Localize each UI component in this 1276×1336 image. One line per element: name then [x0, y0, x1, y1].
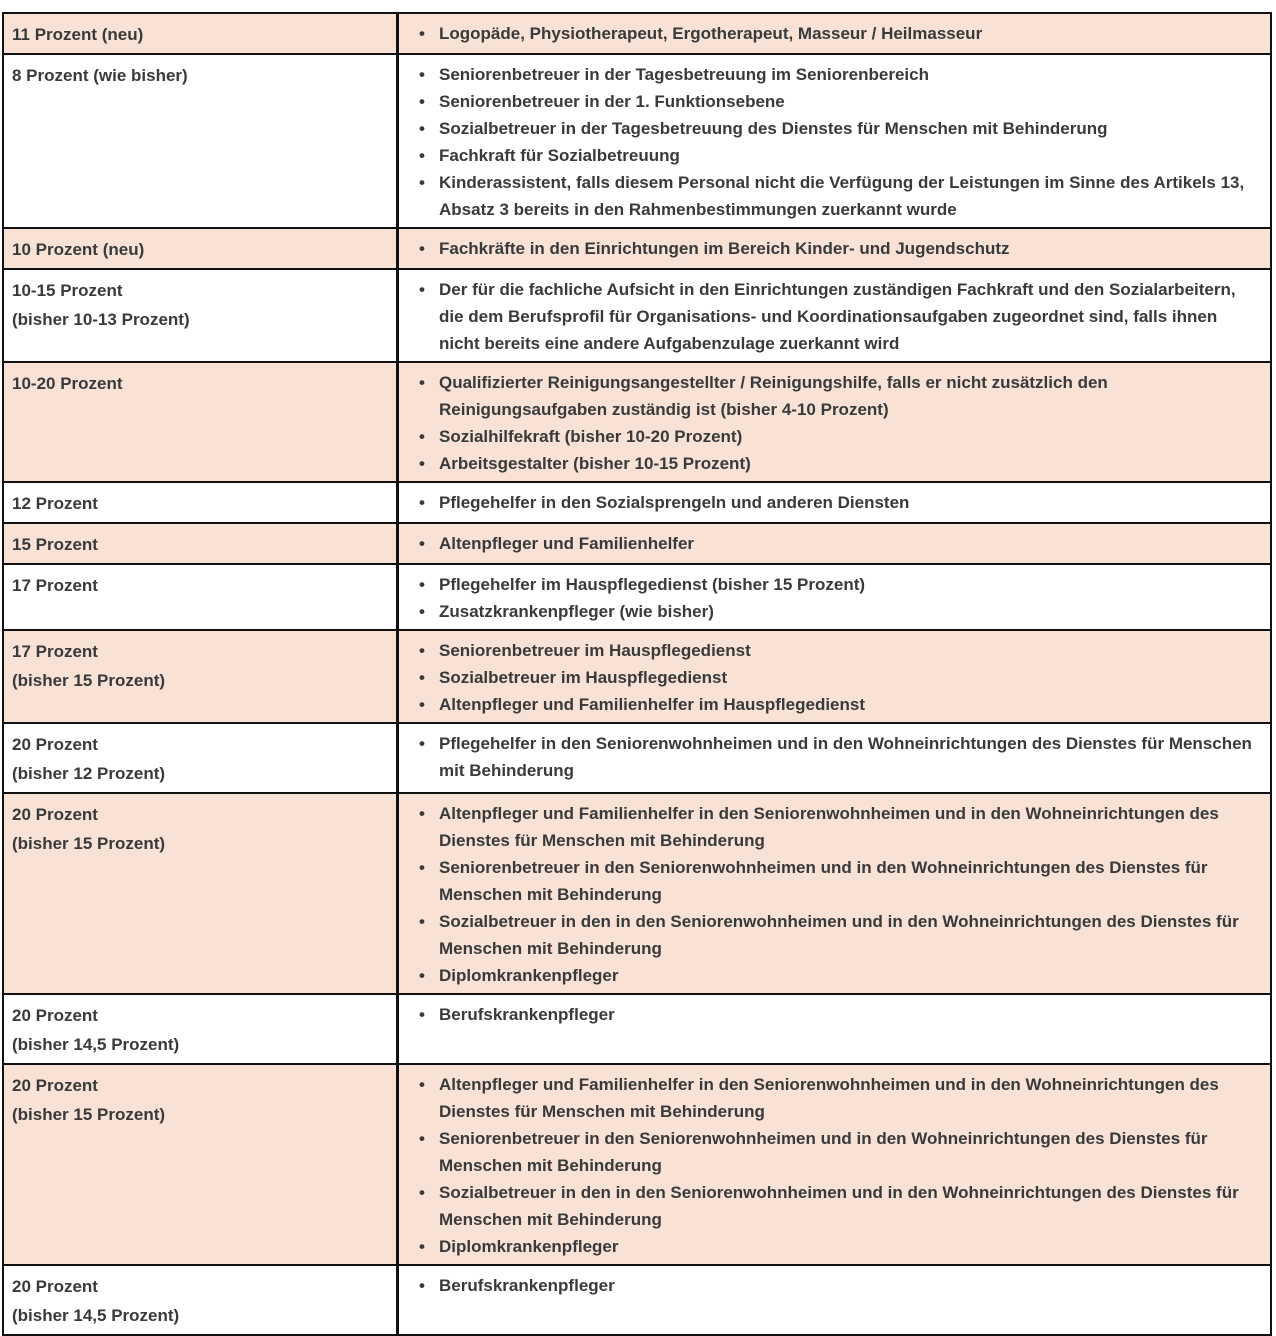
- roles-cell: [399, 565, 1270, 629]
- percentage-cell: 20 Prozent (bisher 15 Prozent): [4, 1065, 399, 1264]
- roles-cell: [399, 995, 1270, 1063]
- list-item: • Sozialhilfekraft (bisher 10-20 Prozent): [409, 423, 1260, 450]
- list-item: • Sozialbetreuer in der Tagesbetreuung des Dienstes für Menschen mit Behinderung: [409, 115, 1260, 142]
- roles-list: [409, 1071, 1260, 1260]
- list-item: • Arbeitsgestalter (bisher 10-15 Prozent): [409, 450, 1260, 477]
- roles-cell: [399, 229, 1270, 268]
- percentage-cell: 20 Prozent (bisher 14,5 Prozent): [4, 995, 399, 1063]
- list-item: • Berufskrankenpfleger: [409, 1272, 1260, 1299]
- roles-cell: [399, 794, 1270, 993]
- list-item: • Zusatzkrankenpfleger (wie bisher): [409, 598, 1260, 625]
- percentage-cell: 17 Prozent: [4, 565, 399, 629]
- table-row: [4, 794, 1270, 995]
- percentage-cell: 10-20 Prozent: [4, 363, 399, 481]
- percentage-cell: 10-15 Prozent (bisher 10-13 Prozent): [4, 270, 399, 361]
- table-row: [4, 363, 1270, 483]
- list-item: • Diplomkrankenpfleger: [409, 1233, 1260, 1260]
- list-item: • Pflegehelfer in den Seniorenwohnheimen und in den Wohneinrichtungen des Dienstes für Menschen mit Behinderung: [409, 730, 1260, 784]
- list-item: • Der für die fachliche Aufsicht in den Einrichtungen zuständigen Fachkraft und den Sozialarbeitern, die dem Berufsprofil für Organisations- und Koordinationsaufgaben zugeordnet sind, falls ihnen nicht bereits eine andere Aufgabenzulage zuerkannt wird: [409, 276, 1260, 357]
- list-item: • Seniorenbetreuer in den Seniorenwohnheimen und in den Wohneinrichtungen des Dienstes für Menschen mit Behinderung: [409, 854, 1260, 908]
- table-row: [4, 524, 1270, 565]
- table-row: [4, 483, 1270, 524]
- percentage-cell: 12 Prozent: [4, 483, 399, 522]
- table-row: [4, 1266, 1270, 1334]
- roles-cell: [399, 1266, 1270, 1334]
- roles-list: [409, 20, 1260, 47]
- roles-list: [409, 571, 1260, 625]
- percentage-cell: 11 Prozent (neu): [4, 14, 399, 53]
- table-row: [4, 1065, 1270, 1266]
- percentage-cell: 15 Prozent: [4, 524, 399, 563]
- list-item: • Logopäde, Physiotherapeut, Ergotherapeut, Masseur / Heilmasseur: [409, 20, 1260, 47]
- list-item: • Fachkraft für Sozialbetreuung: [409, 142, 1260, 169]
- allowance-table: [2, 12, 1272, 1336]
- list-item: • Diplomkrankenpfleger: [409, 962, 1260, 989]
- list-item: • Seniorenbetreuer in der 1. Funktionsebene: [409, 88, 1260, 115]
- roles-list: [409, 61, 1260, 223]
- list-item: • Altenpfleger und Familienhelfer in den Seniorenwohnheimen und in den Wohneinrichtungen des Dienstes für Menschen mit Behinderung: [409, 1071, 1260, 1125]
- table-row: [4, 270, 1270, 363]
- list-item: • Altenpfleger und Familienhelfer in den Seniorenwohnheimen und in den Wohneinrichtungen des Dienstes für Menschen mit Behinderung: [409, 800, 1260, 854]
- roles-list: [409, 800, 1260, 989]
- roles-cell: [399, 631, 1270, 722]
- roles-cell: [399, 724, 1270, 792]
- table-row: [4, 14, 1270, 55]
- list-item: • Seniorenbetreuer in der Tagesbetreuung im Seniorenbereich: [409, 61, 1260, 88]
- roles-cell: [399, 55, 1270, 227]
- list-item: • Berufskrankenpfleger: [409, 1001, 1260, 1028]
- roles-cell: [399, 483, 1270, 522]
- percentage-cell: 20 Prozent (bisher 12 Prozent): [4, 724, 399, 792]
- roles-list: [409, 489, 1260, 516]
- roles-list: [409, 530, 1260, 557]
- roles-cell: [399, 270, 1270, 361]
- table-row: [4, 631, 1270, 724]
- list-item: • Pflegehelfer im Hauspflegedienst (bisher 15 Prozent): [409, 571, 1260, 598]
- percentage-cell: 20 Prozent (bisher 15 Prozent): [4, 794, 399, 993]
- list-item: • Pflegehelfer in den Sozialsprengeln und anderen Diensten: [409, 489, 1260, 516]
- list-item: • Sozialbetreuer in den in den Seniorenwohnheimen und in den Wohneinrichtungen des Dienstes für Menschen mit Behinderung: [409, 908, 1260, 962]
- percentage-cell: 17 Prozent (bisher 15 Prozent): [4, 631, 399, 722]
- roles-list: [409, 637, 1260, 718]
- list-item: • Altenpfleger und Familienhelfer im Hauspflegedienst: [409, 691, 1260, 718]
- roles-cell: [399, 1065, 1270, 1264]
- table-row: [4, 995, 1270, 1065]
- percentage-cell: 8 Prozent (wie bisher): [4, 55, 399, 227]
- table-row: [4, 229, 1270, 270]
- list-item: • Fachkräfte in den Einrichtungen im Bereich Kinder- und Jugendschutz: [409, 235, 1260, 262]
- roles-cell: [399, 363, 1270, 481]
- roles-list: [409, 369, 1260, 477]
- list-item: • Seniorenbetreuer im Hauspflegedienst: [409, 637, 1260, 664]
- list-item: • Altenpfleger und Familienhelfer: [409, 530, 1260, 557]
- roles-cell: [399, 524, 1270, 563]
- roles-list: [409, 1272, 1260, 1299]
- table-row: [4, 565, 1270, 631]
- roles-list: [409, 235, 1260, 262]
- list-item: • Sozialbetreuer in den in den Seniorenwohnheimen und in den Wohneinrichtungen des Dienstes für Menschen mit Behinderung: [409, 1179, 1260, 1233]
- percentage-cell: 20 Prozent (bisher 14,5 Prozent): [4, 1266, 399, 1334]
- list-item: • Qualifizierter Reinigungsangestellter / Reinigungshilfe, falls er nicht zusätzlich den Reinigungsaufgaben zuständig ist (bisher 4-10 Prozent): [409, 369, 1260, 423]
- roles-list: [409, 1001, 1260, 1028]
- table-row: [4, 724, 1270, 794]
- percentage-cell: 10 Prozent (neu): [4, 229, 399, 268]
- roles-list: [409, 276, 1260, 357]
- roles-list: [409, 730, 1260, 784]
- roles-cell: [399, 14, 1270, 53]
- list-item: • Kinderassistent, falls diesem Personal nicht die Verfügung der Leistungen im Sinne des Artikels 13, Absatz 3 bereits in den Rahmenbestimmungen zuerkannt wurde: [409, 169, 1260, 223]
- table-row: [4, 55, 1270, 229]
- list-item: • Seniorenbetreuer in den Seniorenwohnheimen und in den Wohneinrichtungen des Dienstes für Menschen mit Behinderung: [409, 1125, 1260, 1179]
- list-item: • Sozialbetreuer im Hauspflegedienst: [409, 664, 1260, 691]
